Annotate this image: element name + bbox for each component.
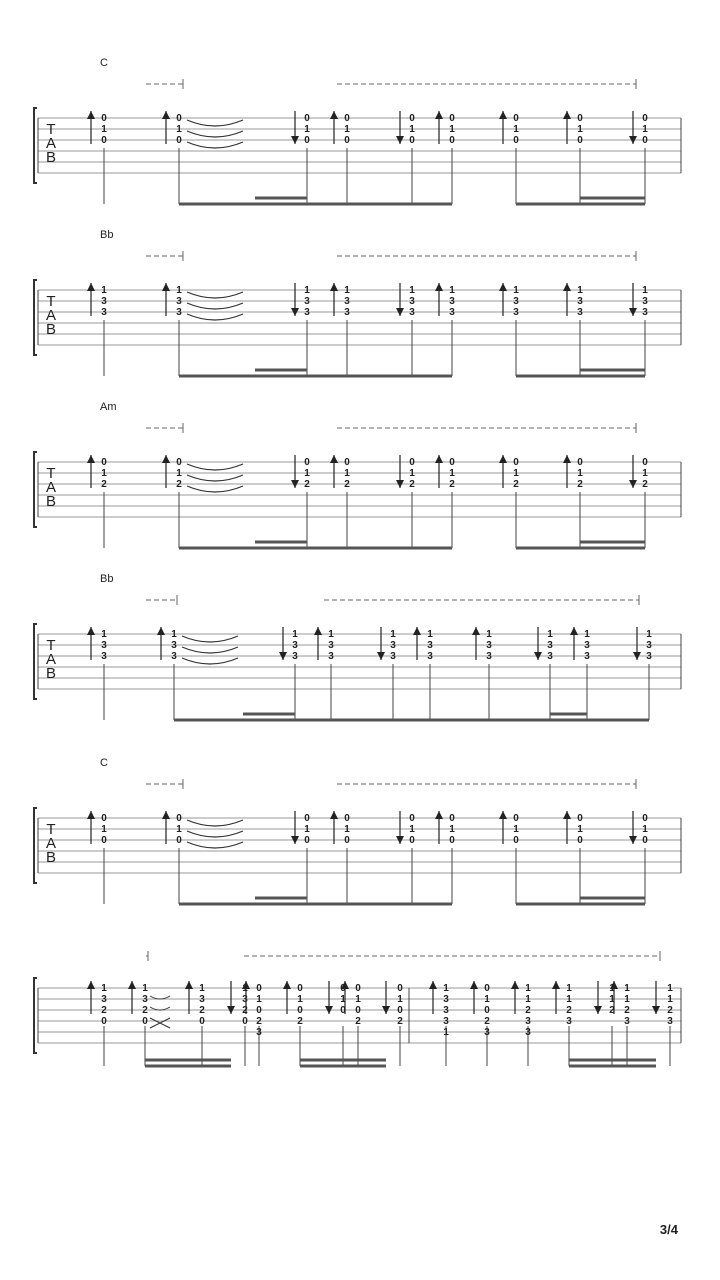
tab-clef-letter: A xyxy=(45,479,56,496)
fret-number: 0 xyxy=(340,1005,346,1016)
fret-number: 1 xyxy=(344,824,350,835)
fret-number: 0 xyxy=(409,113,415,124)
fret-number: 1 xyxy=(101,824,107,835)
fret-number: 3 xyxy=(292,640,298,651)
fret-number: 3 xyxy=(566,1016,572,1027)
fret-number: 1 xyxy=(525,983,531,994)
fret-number: 3 xyxy=(547,640,553,651)
fret-number: 1 xyxy=(646,629,652,640)
tab-clef-letter: A xyxy=(45,835,56,852)
fret-number: 3 xyxy=(409,296,415,307)
fret-number: 1 xyxy=(340,994,346,1005)
fret-number: 2 xyxy=(176,479,182,490)
fret-number: 0 xyxy=(297,1005,303,1016)
fret-number: 1 xyxy=(449,285,455,296)
fret-number: 1 xyxy=(584,629,590,640)
fret-number: 0 xyxy=(577,135,583,146)
fret-number: 1 xyxy=(101,468,107,479)
fret-number: 2 xyxy=(577,479,583,490)
fret-number: 2 xyxy=(355,1016,361,1027)
fret-number: 3 xyxy=(344,296,350,307)
fret-number: 3 xyxy=(584,640,590,651)
fret-number: 3 xyxy=(443,994,449,1005)
fret-number: 1 xyxy=(484,994,490,1005)
tab-clef-letter: T xyxy=(46,293,56,310)
system-bracket xyxy=(34,978,37,1053)
fret-number: 1 xyxy=(443,1027,449,1038)
strum-up-arrow xyxy=(283,981,291,1014)
fret-number: 2 xyxy=(525,1005,531,1016)
fret-number: 1 xyxy=(449,124,455,135)
fret-number: 3 xyxy=(304,296,310,307)
fret-number: 0 xyxy=(344,113,350,124)
fret-number: 3 xyxy=(577,296,583,307)
fret-number: 1 xyxy=(101,285,107,296)
fret-number: 1 xyxy=(642,285,648,296)
strum-down-arrow xyxy=(325,981,333,1014)
fret-number: 0 xyxy=(199,1016,205,1027)
fret-number: 1 xyxy=(577,285,583,296)
fret-number: 3 xyxy=(646,651,652,662)
fret-number: 1 xyxy=(577,824,583,835)
fret-number: 2 xyxy=(609,1005,615,1016)
fret-number: 2 xyxy=(242,1005,248,1016)
fret-number: 1 xyxy=(256,994,262,1005)
fret-number: 3 xyxy=(142,994,148,1005)
fret-number: 3 xyxy=(242,994,248,1005)
fret-number: 1 xyxy=(609,983,615,994)
page-number: 3/4 xyxy=(659,1222,678,1237)
fret-number: 0 xyxy=(101,1016,107,1027)
fret-number: 3 xyxy=(328,651,334,662)
fret-number: 3 xyxy=(101,296,107,307)
fret-number: 1 xyxy=(486,629,492,640)
fret-number: 3 xyxy=(171,651,177,662)
tab-clef-letter: B xyxy=(45,849,56,866)
strum-up-arrow xyxy=(185,981,193,1014)
fret-number: 0 xyxy=(101,813,107,824)
fret-number: 0 xyxy=(577,457,583,468)
fret-number: 3 xyxy=(292,651,298,662)
fret-number: 2 xyxy=(101,1005,107,1016)
fret-number: 1 xyxy=(409,824,415,835)
fret-number: 1 xyxy=(513,468,519,479)
fret-number: 1 xyxy=(397,994,403,1005)
chord-name: Bb xyxy=(100,573,114,585)
fret-number: 0 xyxy=(513,113,519,124)
fret-number: 1 xyxy=(667,994,673,1005)
fret-number: 3 xyxy=(484,1027,490,1038)
fret-number: 1 xyxy=(101,629,107,640)
fret-number: 2 xyxy=(484,1016,490,1027)
fret-number: 2 xyxy=(624,1005,630,1016)
fret-number: 2 xyxy=(344,479,350,490)
fret-number: 0 xyxy=(484,1005,490,1016)
fret-number: 3 xyxy=(390,651,396,662)
fret-number: 0 xyxy=(101,113,107,124)
fret-number: 0 xyxy=(577,113,583,124)
fret-number: 0 xyxy=(449,457,455,468)
fret-number: 1 xyxy=(176,285,182,296)
strum-up-arrow xyxy=(87,981,95,1014)
fret-number: 0 xyxy=(344,813,350,824)
fret-number: 1 xyxy=(304,285,310,296)
fret-number: 1 xyxy=(142,983,148,994)
fret-number: 1 xyxy=(577,124,583,135)
fret-number: 2 xyxy=(642,479,648,490)
fret-number: 1 xyxy=(609,994,615,1005)
fret-number: 1 xyxy=(292,629,298,640)
fret-number: 1 xyxy=(642,824,648,835)
fret-number: 0 xyxy=(355,983,361,994)
fret-number: 1 xyxy=(642,124,648,135)
fret-number: 1 xyxy=(344,285,350,296)
fret-number: 0 xyxy=(642,135,648,146)
fret-number: 1 xyxy=(176,824,182,835)
tab-clef-letter: A xyxy=(45,307,56,324)
fret-number: 0 xyxy=(297,983,303,994)
fret-number: 0 xyxy=(397,983,403,994)
fret-number: 1 xyxy=(513,124,519,135)
fret-number: 0 xyxy=(344,457,350,468)
fret-number: 1 xyxy=(328,629,334,640)
fret-number: 1 xyxy=(409,468,415,479)
fret-number: 3 xyxy=(667,1016,673,1027)
strum-up-arrow xyxy=(552,981,560,1014)
fret-number: 1 xyxy=(547,629,553,640)
fret-number: 0 xyxy=(256,983,262,994)
fret-number: 2 xyxy=(297,1016,303,1027)
fret-number: 0 xyxy=(449,813,455,824)
fret-number: 3 xyxy=(624,1016,630,1027)
fret-number: 1 xyxy=(304,468,310,479)
fret-number: 1 xyxy=(304,824,310,835)
fret-number: 3 xyxy=(486,640,492,651)
fret-number: 0 xyxy=(304,457,310,468)
tab-clef-letter: T xyxy=(46,465,56,482)
fret-number: 1 xyxy=(449,824,455,835)
tab-clef-letter: B xyxy=(45,149,56,166)
fret-number: 1 xyxy=(344,468,350,479)
fret-number: 1 xyxy=(624,994,630,1005)
fret-number: 1 xyxy=(577,468,583,479)
fret-number: 3 xyxy=(101,994,107,1005)
fret-number: 3 xyxy=(525,1027,531,1038)
fret-number: 0 xyxy=(344,835,350,846)
fret-number: 0 xyxy=(101,457,107,468)
fret-number: 0 xyxy=(101,835,107,846)
fret-number: 1 xyxy=(427,629,433,640)
fret-number: 1 xyxy=(101,124,107,135)
fret-number: 1 xyxy=(176,468,182,479)
strum-up-arrow xyxy=(128,981,136,1014)
strum-down-arrow xyxy=(227,981,235,1014)
fret-number: 1 xyxy=(304,124,310,135)
fret-number: 0 xyxy=(409,135,415,146)
tab-clef-letter: A xyxy=(45,651,56,668)
fret-number: 3 xyxy=(427,640,433,651)
fret-number: 1 xyxy=(101,983,107,994)
fret-number: 2 xyxy=(397,1016,403,1027)
fret-number: 3 xyxy=(390,640,396,651)
tab-clef-letter: B xyxy=(45,321,56,338)
slur-arc xyxy=(150,1018,170,1028)
fret-number: 2 xyxy=(409,479,415,490)
fret-number: 1 xyxy=(176,124,182,135)
fret-number: 0 xyxy=(642,835,648,846)
fret-number: 2 xyxy=(199,1005,205,1016)
fret-number: 1 xyxy=(667,983,673,994)
fret-number: 2 xyxy=(256,1016,262,1027)
fret-number: 0 xyxy=(513,457,519,468)
strum-up-arrow xyxy=(470,981,478,1014)
fret-number: 0 xyxy=(449,835,455,846)
fret-number: 0 xyxy=(642,113,648,124)
fret-number: 1 xyxy=(199,983,205,994)
fret-number: 0 xyxy=(142,1016,148,1027)
fret-number: 1 xyxy=(355,994,361,1005)
fret-number: 0 xyxy=(577,835,583,846)
fret-number: 3 xyxy=(256,1027,262,1038)
fret-number: 0 xyxy=(513,813,519,824)
strum-down-arrow xyxy=(652,981,660,1014)
fret-number: 0 xyxy=(577,813,583,824)
fret-number: 0 xyxy=(397,1005,403,1016)
fret-number: 0 xyxy=(242,1016,248,1027)
fret-number: 0 xyxy=(304,113,310,124)
fret-number: 0 xyxy=(256,1005,262,1016)
chord-name: Am xyxy=(100,401,117,413)
fret-number: 0 xyxy=(484,983,490,994)
fret-number: 0 xyxy=(101,135,107,146)
fret-number: 2 xyxy=(566,1005,572,1016)
fret-number: 1 xyxy=(513,824,519,835)
fret-number: 0 xyxy=(176,813,182,824)
chord-name: C xyxy=(100,57,108,69)
fret-number: 0 xyxy=(409,457,415,468)
fret-number: 3 xyxy=(443,1005,449,1016)
fret-number: 1 xyxy=(409,285,415,296)
fret-number: 0 xyxy=(304,835,310,846)
fret-number: 0 xyxy=(176,135,182,146)
fret-number: 1 xyxy=(566,983,572,994)
fret-number: 3 xyxy=(513,296,519,307)
fret-number: 0 xyxy=(176,457,182,468)
fret-number: 0 xyxy=(176,113,182,124)
fret-number: 2 xyxy=(142,1005,148,1016)
fret-number: 3 xyxy=(547,651,553,662)
fret-number: 1 xyxy=(409,124,415,135)
tab-clef-letter: B xyxy=(45,493,56,510)
fret-number: 0 xyxy=(304,135,310,146)
fret-number: 2 xyxy=(304,479,310,490)
fret-number: 1 xyxy=(242,983,248,994)
strum-up-arrow xyxy=(511,981,519,1014)
chord-name: C xyxy=(100,757,108,769)
fret-number: 0 xyxy=(340,983,346,994)
fret-number: 3 xyxy=(525,1016,531,1027)
fret-number: 1 xyxy=(642,468,648,479)
fret-number: 3 xyxy=(449,307,455,318)
fret-number: 1 xyxy=(443,983,449,994)
fret-number: 3 xyxy=(176,307,182,318)
fret-number: 2 xyxy=(101,479,107,490)
fret-number: 3 xyxy=(101,651,107,662)
fret-number: 3 xyxy=(646,640,652,651)
fret-number: 1 xyxy=(513,285,519,296)
fret-number: 0 xyxy=(355,1005,361,1016)
fret-number: 3 xyxy=(486,651,492,662)
fret-number: 0 xyxy=(513,135,519,146)
tab-clef-letter: T xyxy=(46,121,56,138)
fret-number: 3 xyxy=(642,296,648,307)
fret-number: 3 xyxy=(443,1016,449,1027)
fret-number: 3 xyxy=(427,651,433,662)
fret-number: 3 xyxy=(344,307,350,318)
fret-number: 0 xyxy=(409,835,415,846)
fret-number: 0 xyxy=(513,835,519,846)
fret-number: 2 xyxy=(667,1005,673,1016)
strum-down-arrow xyxy=(382,981,390,1014)
fret-number: 0 xyxy=(642,813,648,824)
fret-number: 1 xyxy=(525,994,531,1005)
tab-clef-letter: T xyxy=(46,821,56,838)
fret-number: 3 xyxy=(584,651,590,662)
fret-number: 3 xyxy=(304,307,310,318)
chord-name: Bb xyxy=(100,229,114,241)
fret-number: 3 xyxy=(176,296,182,307)
fret-number: 3 xyxy=(642,307,648,318)
tab-clef-letter: B xyxy=(45,665,56,682)
fret-number: 3 xyxy=(199,994,205,1005)
tab-clef-letter: A xyxy=(45,135,56,152)
fret-number: 2 xyxy=(513,479,519,490)
fret-number: 2 xyxy=(449,479,455,490)
tab-clef-letter: T xyxy=(46,637,56,654)
fret-number: 3 xyxy=(101,307,107,318)
fret-number: 3 xyxy=(409,307,415,318)
fret-number: 3 xyxy=(171,640,177,651)
fret-number: 1 xyxy=(171,629,177,640)
fret-number: 0 xyxy=(449,135,455,146)
fret-number: 3 xyxy=(577,307,583,318)
fret-number: 1 xyxy=(297,994,303,1005)
fret-number: 0 xyxy=(344,135,350,146)
fret-number: 0 xyxy=(409,813,415,824)
fret-number: 1 xyxy=(344,124,350,135)
fret-number: 3 xyxy=(449,296,455,307)
fret-number: 0 xyxy=(176,835,182,846)
fret-number: 0 xyxy=(304,813,310,824)
fret-number: 0 xyxy=(642,457,648,468)
fret-number: 1 xyxy=(624,983,630,994)
fret-number: 3 xyxy=(101,640,107,651)
strum-down-arrow xyxy=(594,981,602,1014)
fret-number: 0 xyxy=(449,113,455,124)
strum-up-arrow xyxy=(429,981,437,1014)
fret-number: 3 xyxy=(328,640,334,651)
fret-number: 1 xyxy=(566,994,572,1005)
fret-number: 3 xyxy=(513,307,519,318)
fret-number: 1 xyxy=(449,468,455,479)
fret-number: 1 xyxy=(390,629,396,640)
